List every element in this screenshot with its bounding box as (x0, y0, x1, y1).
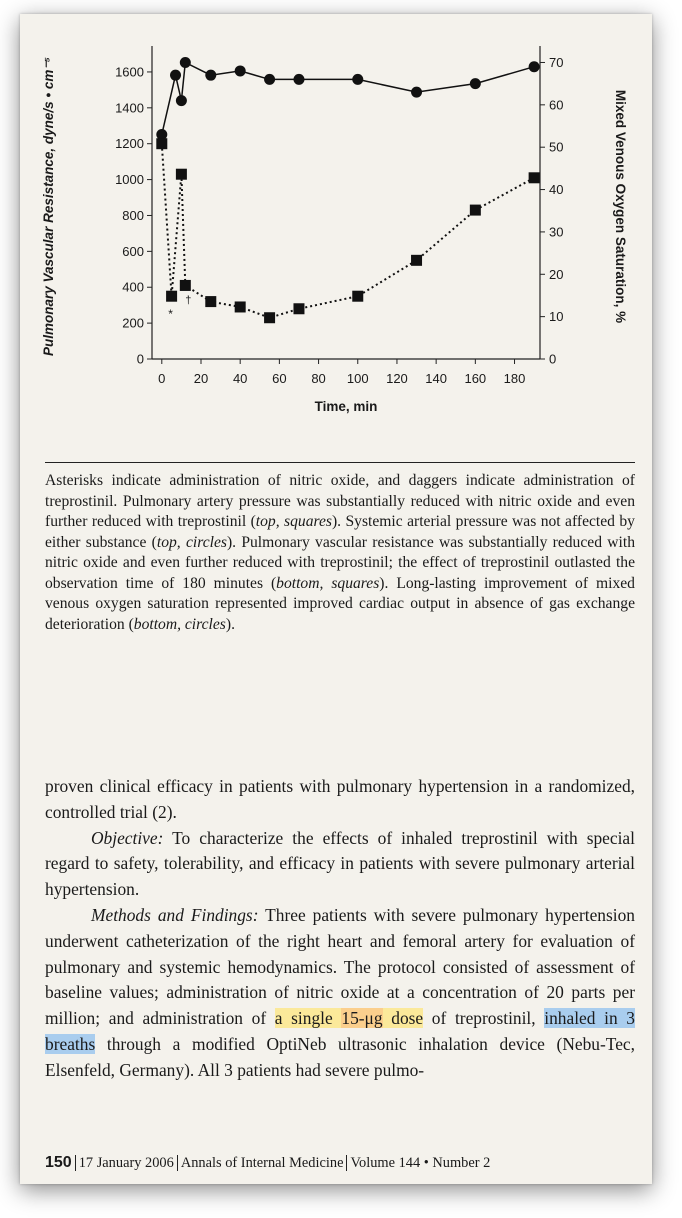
caption-italic: top, squares (255, 513, 332, 530)
circle-data-point (529, 61, 540, 72)
left-tick-label: 400 (122, 279, 144, 295)
left-tick-label: 1400 (115, 100, 144, 116)
journal-page (20, 14, 652, 1184)
caption-text: ). (225, 615, 235, 633)
x-tick-label: 120 (386, 371, 408, 386)
left-tick-label: 200 (122, 315, 144, 331)
right-tick-label: 30 (549, 224, 564, 240)
x-tick-label: 140 (425, 371, 447, 386)
figure (20, 14, 652, 456)
caption-italic: top, circles (156, 533, 227, 551)
dagger-annotation: † (185, 294, 192, 307)
caption-text: ). Long-lasting improvement of mixed venous oxygen saturation represented improved cardiac output in absence of gas exchange deterioration ( (45, 574, 635, 633)
right-tick-label: 60 (549, 97, 564, 113)
figure-caption (45, 462, 635, 635)
right-tick-label: 20 (549, 266, 564, 282)
left-axis-title: Pulmonary Vascular Resistance, dyne/s • cm⁻⁵ (41, 57, 56, 356)
footer-date: 17 January 2006 (78, 1155, 174, 1171)
highlight-single: a single (274, 1008, 333, 1029)
square-series-line (162, 144, 534, 318)
right-tick-label: 70 (549, 54, 564, 70)
article-body (45, 774, 635, 1084)
circle-data-point (352, 74, 363, 85)
objective-label: Objective: (91, 827, 164, 848)
square-data-point (176, 169, 187, 180)
left-tick-label: 600 (122, 243, 144, 259)
footer-divider (346, 1155, 347, 1171)
x-tick-label: 80 (311, 371, 326, 386)
left-tick-label: 1200 (115, 136, 144, 152)
asterisk-annotation: * (168, 307, 173, 322)
circle-data-point (205, 70, 216, 81)
right-tick-label: 50 (549, 139, 564, 155)
square-data-point (180, 280, 191, 291)
paragraph: proven clinical efficacy in patients with pulmonary hypertension in a randomized, controlled trial (2). (45, 776, 635, 822)
x-axis-title: Time, min (314, 399, 378, 414)
right-tick-label: 40 (549, 182, 564, 198)
caption-italic: bottom, circles (133, 615, 226, 633)
methods-paragraph (45, 903, 635, 1084)
highlight-space (383, 1008, 392, 1028)
square-data-point (264, 312, 275, 323)
square-data-point (352, 291, 363, 302)
methods-text: of treprostinil, (423, 1008, 545, 1029)
circle-data-point (235, 65, 246, 76)
square-data-point (235, 301, 246, 312)
circle-series-line (162, 62, 534, 134)
circle-data-point (411, 87, 422, 98)
footer-volume: Volume 144 • Number 2 (350, 1155, 491, 1171)
left-tick-label: 1000 (115, 172, 144, 188)
x-tick-label: 0 (158, 371, 166, 386)
page-number: 150 (45, 1154, 72, 1171)
methods-label: Methods and Findings: (91, 904, 259, 925)
caption-text: ). Systemic arterial pressure was not affected by either substance ( (45, 513, 635, 551)
square-data-point (293, 303, 304, 314)
x-tick-label: 60 (272, 371, 287, 386)
caption-text: ). Pulmonary vascular resistance was substantially reduced with nitric oxide and even further reduced with treprostinil; the effect of treprostinil outlasted the observation time of 180 minutes ( (45, 533, 635, 592)
x-tick-label: 40 (232, 371, 248, 386)
square-data-point (156, 138, 167, 149)
footer-divider (177, 1155, 178, 1171)
highlight-dose: dose (391, 1008, 424, 1029)
right-axis-title: Mixed Venous Oxygen Saturation, % (613, 89, 628, 324)
square-data-point (529, 172, 540, 183)
circle-data-point (293, 74, 304, 85)
circle-data-point (264, 74, 275, 85)
square-data-point (470, 205, 481, 216)
methods-text: through a modified OptiNeb ultrasonic inhalation device (Nebu-Tec, Elsenfeld, Germany). All 3 patients had severe pulmo- (45, 1033, 635, 1080)
circle-data-point (470, 78, 481, 89)
circle-data-point (180, 57, 191, 68)
x-tick-label: 100 (346, 371, 369, 386)
left-tick-label: 1600 (115, 64, 144, 80)
methods-text: Three patients with severe pulmonary hypertension underwent catheterization of the right heart and femoral artery for evaluation of pulmonary and systemic hemodynamics. The protocol consisted of assessment of baseline values; administration of nitric oxide at a concentration of 20 parts per million; and administration of (45, 904, 635, 1029)
left-tick-label: 800 (122, 207, 144, 223)
page-footer (45, 1154, 635, 1172)
circle-data-point (170, 70, 181, 81)
objective-paragraph (45, 826, 635, 903)
footer-divider (75, 1155, 76, 1171)
x-tick-label: 180 (503, 371, 526, 386)
caption-text: Asterisks indicate administration of nitric oxide, and daggers indicate administration of treprostinil. Pulmonary artery pressure was substantially reduced with nitric oxide and even further reduced with treprostinil ( (45, 472, 635, 530)
left-tick-label: 0 (136, 351, 144, 367)
dual-axis-chart (20, 14, 652, 456)
right-tick-label: 10 (549, 309, 564, 325)
footer-journal: Annals of Internal Medicine (180, 1155, 344, 1171)
highlight-dose-amount: 15-μg (341, 1008, 383, 1029)
x-tick-label: 160 (464, 371, 487, 386)
highlight-inhaled: inhaled in 3 breaths (45, 1008, 635, 1054)
caption-italic: bottom, squares (276, 574, 380, 592)
x-tick-label: 20 (193, 371, 209, 386)
square-data-point (205, 296, 216, 307)
square-data-point (411, 255, 422, 266)
objective-text: To characterize the effects of inhaled treprostinil with special regard to safety, tolerability, and efficacy in patients with severe pulmonary arterial hypertension. (45, 827, 635, 900)
square-data-point (166, 291, 177, 302)
right-tick-label: 0 (549, 351, 557, 367)
circle-data-point (176, 95, 187, 106)
